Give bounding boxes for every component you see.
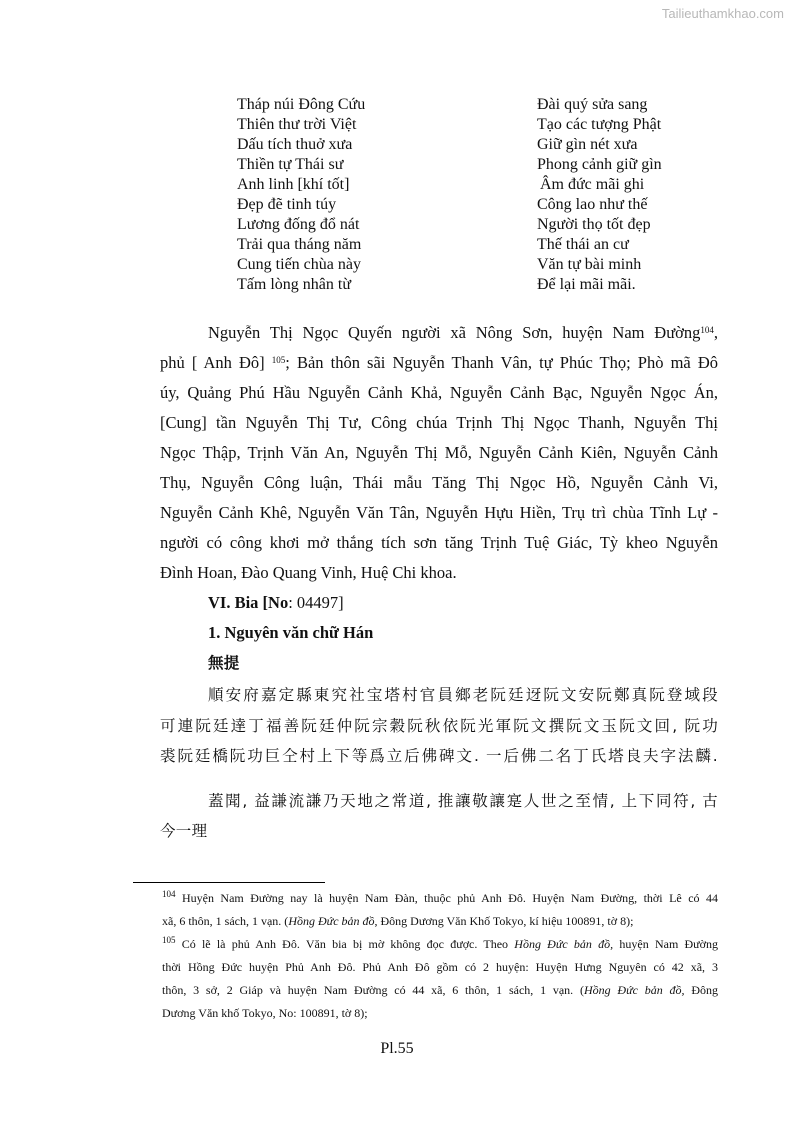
paragraph-line: Nguyễn Cảnh Khê, Nguyễn Văn Tân, Nguyễn Hựu Hiền, Trụ trì chùa Tĩnh Lự - (160, 503, 718, 522)
poem-right-line: Phong cảnh giữ gìn (537, 156, 662, 173)
poem-right-line: Đài quý sửa sang (537, 96, 648, 113)
italic-title: Hồng Đức bản đồ, (583, 983, 685, 997)
poem-right-line: Văn tự bài minh (537, 256, 642, 273)
paragraph-line: [Cung] tần Nguyễn Thị Tư, Công chúa Trịnh Thị Ngọc Thanh, Nguyễn Thị (160, 413, 718, 432)
poem-right-line: Để lại mãi mãi. (537, 276, 636, 293)
text: Huyện Nam Đường nay là huyện Nam Đàn, thuộc phủ Anh Đô. Huyện Nam Đường, thời Lê có 44 (175, 891, 718, 905)
poem-right-line: Thế thái an cư (537, 236, 629, 253)
han-line: 可連阮廷達丁福善阮廷仲阮宗穀阮秋依阮光軍阮文撰阮文玉阮文回, 阮功 (160, 717, 718, 735)
watermark: Tailieuthamkhao.com (661, 6, 784, 21)
paragraph-line: người có công khơi mở thắng tích sơn tăng Trịnh Tuệ Giác, Tỳ kheo Nguyễn (160, 533, 718, 552)
poem-left-line: Tấm lòng nhân từ (237, 276, 351, 293)
italic-title: Hồng Đức bản đồ (288, 914, 375, 928)
poem-left-line: Tháp núi Đông Cứu (237, 96, 366, 113)
footnote-line (162, 982, 718, 998)
text: Nguyễn Thị Ngọc Quyến người xã Nông Sơn, huyện Nam Đường (208, 323, 701, 342)
text: , Đông Dương Văn Khố Tokyo, kí hiệu 100891, tờ 8); (374, 914, 634, 928)
poem-left-line: Đẹp đẽ tinh túy (237, 196, 337, 213)
text: Có lẽ là phủ Anh Đô. Văn bia bị mờ không đọc được. Theo (175, 937, 515, 951)
footnote-ref-105[interactable]: 105 (271, 355, 286, 365)
page-number: Pl.55 (380, 1040, 414, 1057)
han-line: 今一理 (160, 822, 208, 840)
paragraph-line: Thụ, Nguyễn Công luận, Thái mẫu Tăng Thị Ngọc Hồ, Nguyễn Cảnh Vi, (160, 473, 718, 492)
paragraph-line: úy, Quảng Phú Hầu Nguyễn Cảnh Khả, Nguyễn Cảnh Bạc, Nguyễn Ngọc Án, (160, 383, 718, 402)
text: phủ [ Anh Đô] (160, 353, 272, 372)
poem-left-line: Lương đống đổ nát (237, 216, 360, 233)
han-title: 無提 (208, 654, 240, 672)
poem-right-line: Âm đức mãi ghi (540, 176, 645, 193)
text: thôn, 3 sở, 2 Giáp và huyện Nam Đường có 44 xã, 6 thôn, 1 sách, 1 vạn. ( (162, 983, 584, 997)
footnote-104 (162, 890, 718, 906)
poem-left-line: Thiên thư trời Việt (237, 116, 357, 133)
poem-left-line: Cung tiến chùa này (237, 256, 361, 273)
section-heading (208, 593, 344, 613)
heading-bold: VI. Bia [No (208, 593, 289, 612)
footnote-divider (133, 882, 325, 883)
poem-left-line: Trải qua tháng năm (237, 236, 362, 253)
footnote-105 (162, 936, 718, 952)
footnote-number: 105 (162, 935, 176, 945)
footnote-ref-104[interactable]: 104 (700, 325, 714, 335)
poem-left-line: Anh linh [khí tốt] (237, 176, 350, 193)
italic-title: Hồng Đức bản đồ, (514, 937, 614, 951)
poem-right-line: Giữ gìn nét xưa (537, 136, 638, 153)
poem-right-line: Công lao như thế (537, 196, 648, 213)
poem-left-line: Dấu tích thuở xưa (237, 136, 353, 153)
poem-right-line: Người thọ tốt đẹp (537, 216, 651, 233)
paragraph-line: Đình Hoan, Đào Quang Vinh, Huệ Chi khoa. (160, 563, 457, 582)
footnote-number: 104 (162, 889, 176, 899)
text: huyện Nam Đường (613, 937, 719, 951)
subsection-heading: 1. Nguyên văn chữ Hán (208, 623, 374, 642)
paragraph-line (208, 323, 718, 343)
text: Đông (684, 983, 718, 997)
footnote-line (162, 913, 718, 929)
poem-right-line: Tạo các tượng Phật (537, 116, 662, 133)
text: ; Bản thôn sãi Nguyễn Thanh Vân, tự Phúc Thọ; Phò mã Đô (285, 353, 718, 372)
paragraph-line: Ngọc Thập, Trịnh Văn An, Nguyễn Thị Mỗ, Nguyễn Cảnh Kiên, Nguyễn Cảnh (160, 443, 718, 462)
heading-rest: : 04497] (288, 593, 344, 612)
paragraph-line (160, 353, 718, 373)
text: xã, 6 thôn, 1 sách, 1 vạn. ( (162, 914, 289, 928)
han-line: 順安府嘉定縣東究社宝塔村官員鄉老阮廷迓阮文安阮鄭真阮登域段 (208, 686, 718, 704)
footnote-line: thời Hồng Đức huyện Phủ Anh Đô. Phủ Anh Đô gồm có 2 huyện: Huyện Hưng Nguyên có 42 xã, 3 (162, 960, 718, 974)
han-line: 裘阮廷橋阮功巨仝村上下等爲立后佛碑文. 一后佛二名丁氏塔良夫字法麟. (160, 747, 718, 765)
footnote-line: Dương Văn khố Tokyo, No: 100891, tờ 8); (162, 1006, 368, 1020)
text: , (713, 323, 718, 342)
han-line: 蓋聞, 益謙流謙乃天地之常道, 推讓敬讓寔人世之至情, 上下同符, 古 (208, 792, 718, 810)
poem-left-line: Thiền tự Thái sư (237, 156, 344, 173)
